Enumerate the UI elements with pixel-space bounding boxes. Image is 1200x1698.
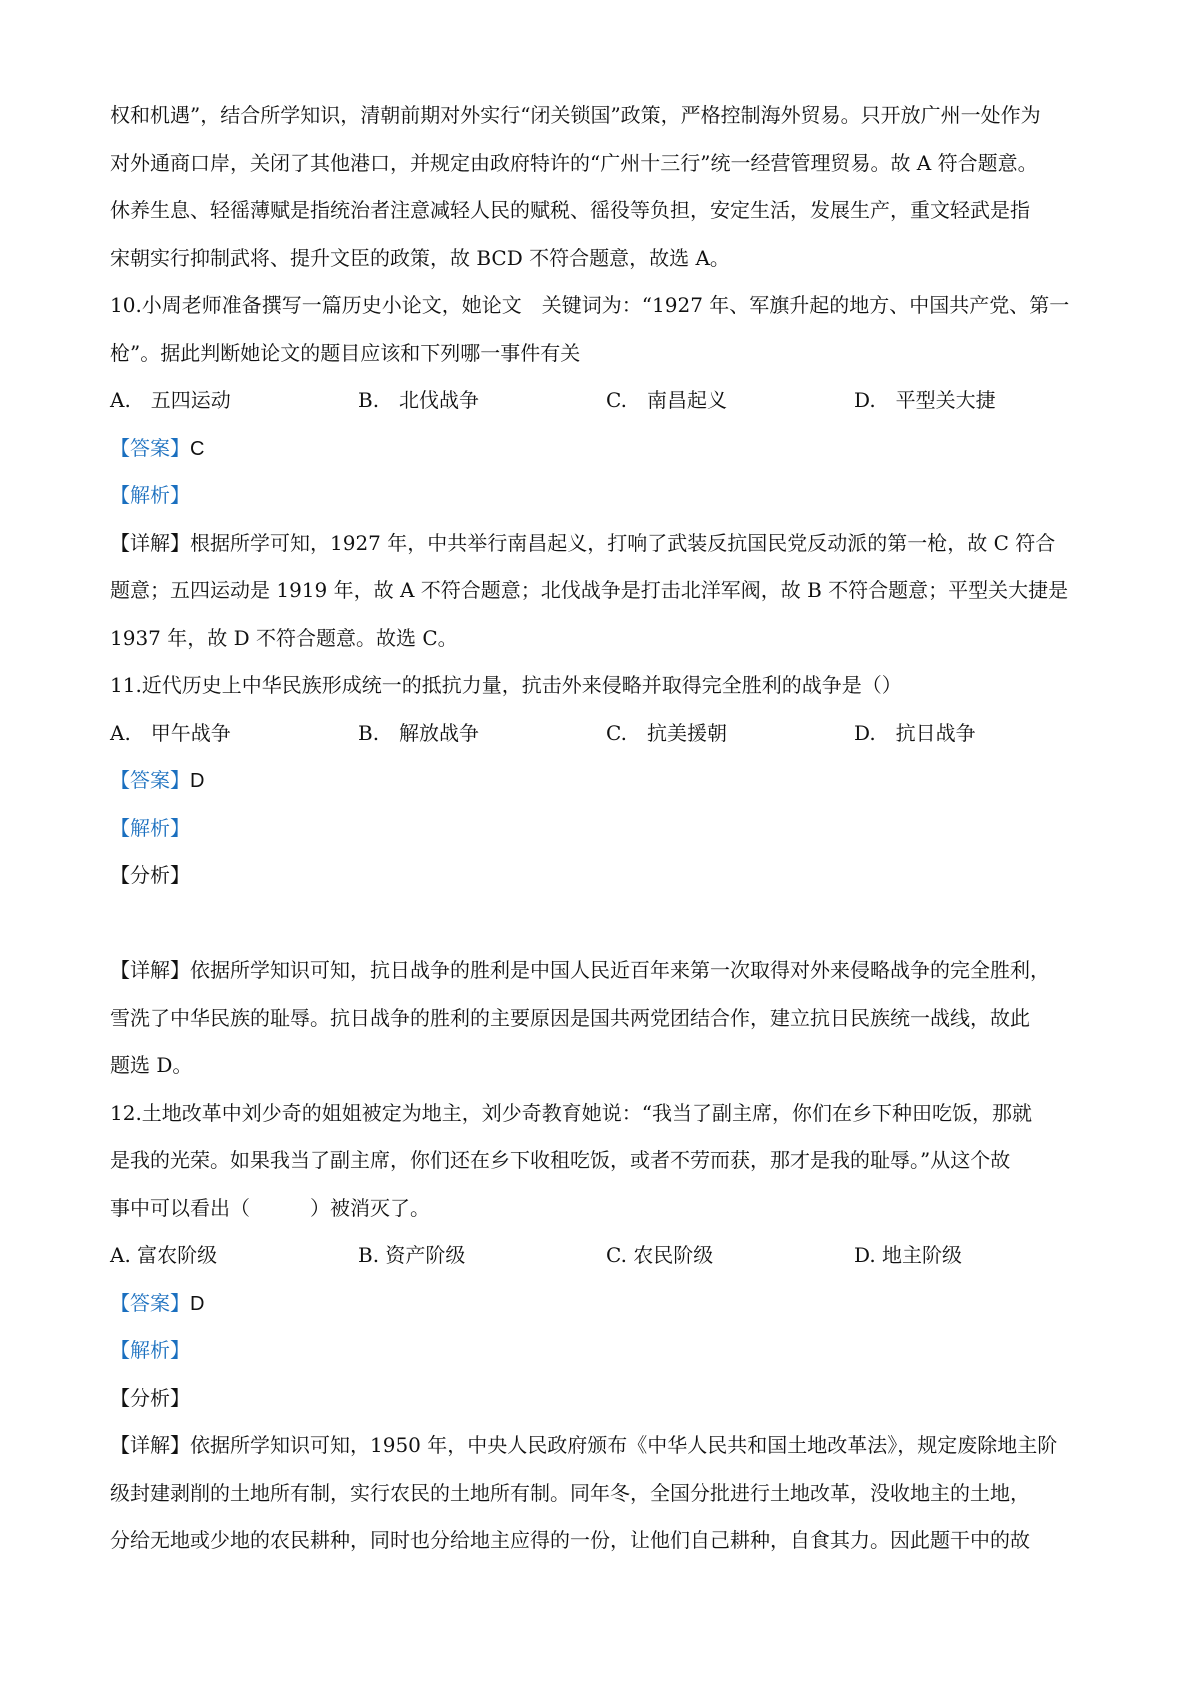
answer-tag: 【答案】: [110, 1290, 190, 1315]
detail-line: 【详解】依据所学知识可知，抗日战争的胜利是中国人民近百年来第一次取得对外来侵略战争的完全胜利，: [110, 958, 1050, 982]
option-b: B. 资产阶级: [358, 1243, 466, 1267]
option-d: D. 平型关大捷: [854, 388, 996, 412]
analysis-tag: 【解析】: [110, 1338, 190, 1362]
option-a: A. 五四运动: [110, 388, 231, 412]
fenxi-line: [110, 1375, 1100, 1423]
question-12: [110, 1090, 1100, 1565]
option-b: B. 北伐战争: [358, 388, 480, 412]
option-d: D. 地主阶级: [854, 1243, 963, 1267]
blank-gap: [110, 900, 1100, 948]
document-page: [110, 92, 1100, 1565]
analysis-line: [110, 805, 1100, 853]
answer-options: [110, 710, 1100, 758]
fenxi-tag: 【分析】: [110, 1385, 190, 1410]
analysis-tag: 【解析】: [110, 815, 190, 840]
answer-line: [110, 1280, 1100, 1328]
question-stem: 枪”。据此判断她论文的题目应该和下列哪一事件有关: [110, 340, 581, 365]
fenxi-tag: 【分析】: [110, 863, 190, 887]
analysis-line: [110, 1327, 1100, 1375]
analysis-line: [110, 472, 1100, 520]
option-d: D. 抗日战争: [854, 720, 976, 745]
previous-explanation: [110, 92, 1100, 282]
detail-line: 1937 年，故 D 不符合题意。故选 C。: [110, 625, 458, 650]
text-line: 宋朝实行抑制武将、提升文臣的政策，故 BCD 不符合题意，故选 A。: [110, 245, 730, 270]
question-stem: 12.土地改革中刘少奇的姐姐被定为地主，刘少奇教育她说：“我当了副主席，你们在乡下种田吃饭，那就: [110, 1100, 1033, 1125]
detail-line: 分给无地或少地的农民耕种，同时也分给地主应得的一份，让他们自己耕种，自食其力。因此题干中的故: [110, 1528, 1030, 1552]
detail-line: 级封建剥削的土地所有制，实行农民的土地所有制。同年冬，全国分批进行土地改革，没收地主的土地，: [110, 1480, 1030, 1505]
option-a: A. 甲午战争: [110, 720, 231, 745]
question-stem: 11.近代历史上中华民族形成统一的抵抗力量，抗击外来侵略并取得完全胜利的战争是（）: [110, 673, 902, 697]
option-c: C. 南昌起义: [606, 388, 727, 412]
answer-line: [110, 757, 1100, 805]
answer-options: [110, 377, 1100, 425]
text-line: 权和机遇”，结合所学知识，清朝前期对外实行“闭关锁国”政策，严格控制海外贸易。只开放广州一处作为: [110, 103, 1041, 127]
analysis-tag: 【解析】: [110, 483, 190, 507]
answer-line: [110, 425, 1100, 473]
option-c: C. 抗美援朝: [606, 720, 727, 745]
option-a: A. 富农阶级: [110, 1243, 218, 1267]
answer-value: D: [190, 770, 205, 792]
text-line: 休养生息、轻徭薄赋是指统治者注意减轻人民的赋税、徭役等负担，安定生活，发展生产，重文轻武是指: [110, 198, 1030, 222]
answer-value: C: [190, 437, 205, 460]
answer-tag: 【答案】: [110, 435, 190, 460]
answer-tag: 【答案】: [110, 768, 190, 792]
question-stem: 事中可以看出（ ）被消灭了。: [110, 1195, 430, 1220]
detail-line: 雪洗了中华民族的耻辱。抗日战争的胜利的主要原因是国共两党团结合作，建立抗日民族统一战线，故此: [110, 1005, 1030, 1030]
option-c: C. 农民阶级: [606, 1243, 714, 1267]
answer-options: [110, 1232, 1100, 1280]
question-stem: 10.小周老师准备撰写一篇历史小论文，她论文 关键词为：“1927 年、军旗升起的地方、中国共产党、第一: [110, 293, 1070, 317]
detail-line: 【详解】依据所学知识可知，1950 年，中央人民政府颁布《中华人民共和国土地改革法》，规定废除地主阶: [110, 1433, 1058, 1457]
question-11: [110, 662, 1100, 1090]
detail-line: 【详解】根据所学可知，1927 年，中共举行南昌起义，打响了武装反抗国民党反动派的第一枪，故 C 符合: [110, 530, 1056, 555]
fenxi-line: [110, 852, 1100, 900]
detail-line: 题选 D。: [110, 1053, 193, 1077]
answer-value: D: [190, 1292, 205, 1315]
text-line: 对外通商口岸，关闭了其他港口，并规定由政府特许的“广州十三行”统一经营管理贸易。故 A 符合题意。: [110, 150, 1038, 175]
question-10: [110, 282, 1100, 662]
question-stem: 是我的光荣。如果我当了副主席，你们还在乡下收租吃饭，或者不劳而获，那才是我的耻辱。”从这个故: [110, 1148, 1011, 1172]
detail-line: 题意；五四运动是 1919 年，故 A 不符合题意；北伐战争是打击北洋军阀，故 B 不符合题意；平型关大捷是: [110, 578, 1069, 602]
option-b: B. 解放战争: [358, 720, 480, 745]
